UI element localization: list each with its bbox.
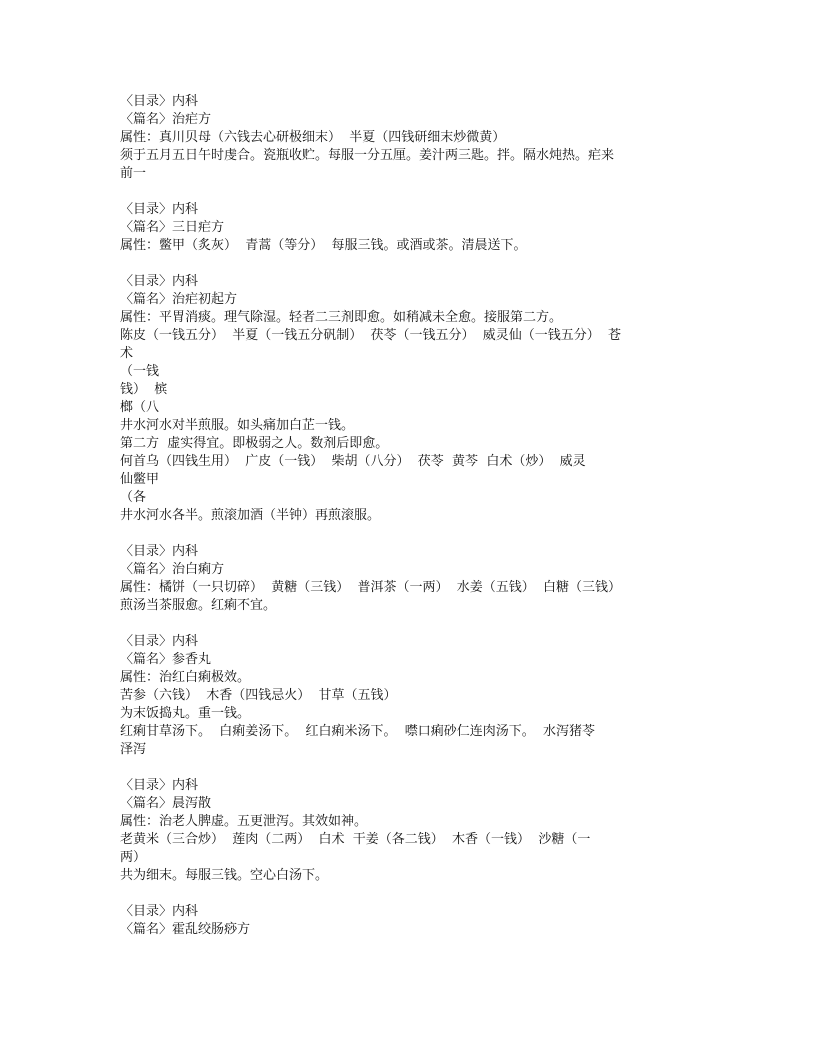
title-line: 〈篇名〉治疟方 (120, 112, 212, 127)
recipe-entry (120, 777, 680, 885)
text-line: 泽泻 (120, 742, 147, 757)
text-line: 陈皮（一钱五分） 半夏（一钱五分矾制） 茯苓（一钱五分） 威灵仙（一钱五分） 苍 (120, 328, 622, 343)
text-line: 术 (120, 346, 134, 361)
text-line: 前一 (120, 166, 147, 181)
text-line: 属性：治红白痢极效。 (120, 670, 251, 685)
text-line: 属性：真川贝母（六钱去心研极细末） 半夏（四钱研细末炒微黄） (120, 130, 506, 145)
recipe-entry (120, 633, 680, 759)
catalog-line: 〈目录〉内科 (120, 202, 199, 217)
recipe-entry (120, 273, 680, 525)
title-line: 〈篇名〉晨泻散 (120, 796, 212, 811)
text-line: 榔（八 (120, 400, 160, 415)
text-line: 属性：鳖甲（炙灰） 青蒿（等分） 每服三钱。或酒或茶。清晨送下。 (120, 238, 527, 253)
title-line: 〈篇名〉三日疟方 (120, 220, 225, 235)
recipe-entry (120, 201, 680, 255)
text-line: 井水河水对半煎服。如头痛加白芷一钱。 (120, 418, 355, 433)
text-line: 属性：橘饼（一只切碎） 黄糖（三钱） 普洱茶（一两） 水姜（五钱） 白糖（三钱） (120, 580, 622, 595)
catalog-line: 〈目录〉内科 (120, 94, 199, 109)
text-line: 苦参（六钱） 木香（四钱忌火） 甘草（五钱） (120, 688, 397, 703)
text-line: 红痢甘草汤下。 白痢姜汤下。 红白痢米汤下。 噤口痢砂仁连肉汤下。 水泻猪苓 (120, 724, 596, 739)
catalog-line: 〈目录〉内科 (120, 904, 199, 919)
text-line: 井水河水各半。煎滚加酒（半钟）再煎滚服。 (120, 508, 381, 523)
text-line: 老黄米（三合炒） 莲肉（二两） 白术 干姜（各二钱） 木香（一钱） 沙糖（一 (120, 832, 591, 847)
catalog-line: 〈目录〉内科 (120, 544, 199, 559)
recipe-entry (120, 903, 680, 939)
catalog-line: 〈目录〉内科 (120, 274, 199, 289)
text-line: （各 (120, 490, 147, 505)
text-line: 属性：平胃消痰。理气除湿。轻者二三剂即愈。如稍减未全愈。接服第二方。 (120, 310, 563, 325)
title-line: 〈篇名〉治疟初起方 (120, 292, 238, 307)
text-line: 第二方 虚实得宜。即极弱之人。数剂后即愈。 (120, 436, 389, 451)
catalog-line: 〈目录〉内科 (120, 778, 199, 793)
catalog-line: 〈目录〉内科 (120, 634, 199, 649)
text-line: 仙鳖甲 (120, 472, 160, 487)
text-line: 何首乌（四钱生用） 广皮（一钱） 柴胡（八分） 茯苓 黄芩 白术（炒） 威灵 (120, 454, 586, 469)
text-line: 煎汤当茶服愈。红痢不宜。 (120, 598, 277, 613)
text-line: 须于五月五日午时虔合。瓷瓶收贮。每服一分五厘。姜汁两三匙。拌。隔水炖热。疟来 (120, 148, 615, 163)
text-line: 为末饭捣丸。重一钱。 (120, 706, 251, 721)
recipe-entry (120, 543, 680, 615)
text-line: （一钱 (120, 364, 160, 379)
text-line: 属性：治老人脾虚。五更泄泻。其效如神。 (120, 814, 368, 829)
text-line: 钱） 槟 (120, 382, 168, 397)
title-line: 〈篇名〉参香丸 (120, 652, 212, 667)
text-line: 共为细末。每服三钱。空心白汤下。 (120, 868, 329, 883)
title-line: 〈篇名〉治白痢方 (120, 562, 225, 577)
document-page (120, 93, 680, 957)
text-line: 两） (120, 850, 147, 865)
title-line: 〈篇名〉霍乱绞肠痧方 (120, 922, 251, 937)
recipe-entry (120, 93, 680, 183)
